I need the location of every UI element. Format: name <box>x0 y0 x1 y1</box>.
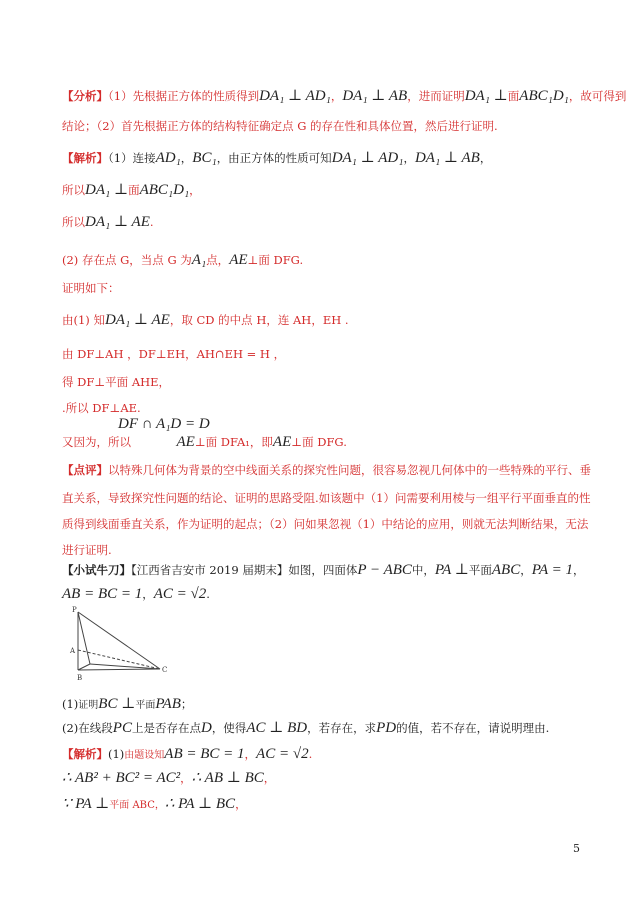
analysis-line-1 <box>62 88 626 104</box>
text: ⊥面 DFG. <box>291 435 347 449</box>
text: 所以 <box>62 183 85 197</box>
text: . <box>206 587 210 601</box>
text: 由(1) 知 <box>62 313 105 327</box>
text: 证明如下： <box>62 281 120 295</box>
text: 中， <box>411 563 435 577</box>
text: ， <box>235 797 247 811</box>
text: 的值，若不存在，请说明理由. <box>396 721 550 735</box>
text: (1) <box>62 697 79 711</box>
text: ； <box>180 697 193 711</box>
text: 平面 <box>135 700 156 711</box>
text: ， <box>244 747 257 761</box>
analysis-line-2 <box>62 118 498 134</box>
text: 由 DF⊥AH ，DF⊥EH，AH∩EH = H ， <box>62 347 286 361</box>
math: AC ⊥ BD <box>246 720 308 736</box>
text: 证明 <box>78 700 99 711</box>
text: ， <box>263 771 276 785</box>
solution-line-1 <box>62 150 491 166</box>
tetrahedron-figure <box>62 606 182 686</box>
label-c: C <box>162 666 168 674</box>
text: ， <box>180 151 193 165</box>
math: ∵ PA ⊥ <box>62 796 110 812</box>
math: AD₁ <box>155 150 181 166</box>
solution-tag: 【解析】 <box>62 151 108 165</box>
text: 由题设知 <box>124 750 165 761</box>
math: AC = √2 <box>256 746 309 762</box>
practice-q1 <box>62 696 192 714</box>
practice-line-1 <box>62 562 584 578</box>
practice-q2 <box>62 720 549 736</box>
text: 进行证明. <box>62 543 112 557</box>
solution-line-7 <box>62 346 285 362</box>
math: DA₁ ⊥ AD₁ <box>259 88 331 104</box>
practice-tag: 【小试牛刀】 <box>62 563 131 577</box>
text: 结论；（2）首先根据正方体的结构特征确定点 G 的存在性和具体位置，然后进行证明. <box>62 119 498 133</box>
solution-line-8 <box>62 374 170 390</box>
math: PAB <box>155 696 181 712</box>
math: PA ⊥ <box>434 562 469 578</box>
text: ⊥面 DFG. <box>247 253 304 267</box>
math: DA₁ ⊥ AE <box>104 312 170 328</box>
math: ∴ PA ⊥ BC <box>164 796 236 812</box>
text: ，若存在，求 <box>307 721 377 735</box>
text: 又因为 <box>62 435 97 449</box>
math: BC ⊥ <box>98 696 136 712</box>
text: 【江西省吉安市 2019 届期末】如图，四面体 <box>131 563 358 577</box>
math: P − ABC <box>357 562 412 578</box>
text: ， <box>180 771 192 785</box>
text: ， <box>330 89 343 103</box>
text: 面 <box>128 183 140 197</box>
analysis-tag: 【分析】 <box>62 89 108 103</box>
text: ， <box>189 183 201 197</box>
text: 平面 <box>468 563 492 577</box>
text: . <box>149 215 154 229</box>
math: DA₁ ⊥ AD₁ <box>331 150 404 166</box>
text: ⊥面 DFA₁，即 <box>194 435 273 449</box>
text: 上是否存在点 <box>131 721 201 735</box>
text: 平面 ABC， <box>109 800 165 811</box>
math: DA₁ ⊥ AB <box>342 88 408 104</box>
edge-bc <box>78 669 160 670</box>
math: PD <box>376 720 397 736</box>
math: D <box>200 720 212 736</box>
text: 点， <box>206 253 230 267</box>
text: ， <box>142 587 154 601</box>
label-b: B <box>77 674 83 682</box>
label-a: A <box>70 647 76 655</box>
solution-line-2 <box>62 182 201 198</box>
text: 得 DF⊥平面 AHE， <box>62 375 171 389</box>
text: (1) <box>108 747 125 761</box>
text: ， <box>479 151 492 165</box>
text: ，故可得到 <box>568 89 627 103</box>
text: ， <box>403 151 415 165</box>
text: （1）先根据正方体的性质得到 <box>108 89 260 103</box>
practice-solution-2 <box>62 770 275 786</box>
text: 所以 <box>62 215 85 229</box>
text: 质得到线面垂直关系，作为证明的起点；（2）问如果忽视（1）中结论的应用，则就无法判断结果，无法 <box>62 517 589 531</box>
practice-solution-1 <box>62 746 312 764</box>
text: ，所以 <box>96 435 131 449</box>
math: DA₁ ⊥ <box>464 88 508 104</box>
page-number: 5 <box>573 842 580 855</box>
text: ， <box>520 563 532 577</box>
text: ，由正方体的性质可知 <box>216 151 332 165</box>
edge-bd <box>78 664 90 670</box>
text: 直关系，导致探究性问题的结论、证明的思路受阻.如该题中（1）问需要利用棱与一组平行平面垂直的性 <box>62 491 591 505</box>
text: ，使得 <box>211 721 247 735</box>
text: (2) 存在点 G，当点 G 为 <box>62 253 192 267</box>
comment-line-4 <box>62 542 112 558</box>
math: AB = BC = 1 <box>164 746 245 762</box>
label-p: P <box>72 606 77 614</box>
math: AE <box>272 434 292 450</box>
text: . <box>308 747 313 761</box>
practice-line-2 <box>62 586 210 602</box>
text: ，取 CD 的中点 H，连 AH，EH . <box>169 313 349 327</box>
comment-line-1 <box>62 462 591 478</box>
solution-line-10 <box>118 416 210 432</box>
text: ，进而证明 <box>407 89 465 103</box>
solution-tag-2: 【解析】 <box>62 747 108 761</box>
comment-tag: 【点评】 <box>62 463 108 477</box>
text: 以特殊几何体为背景的空中线面关系的探究性问题，很容易忽视几何体中的一些特殊的平行、垂 <box>108 463 591 477</box>
math: A₁ <box>191 252 207 268</box>
math: DA₁ ⊥ AB <box>414 150 480 166</box>
text: .所以 DF⊥AE. <box>62 401 141 415</box>
edge-pc <box>78 612 160 669</box>
math: AC = √2 <box>153 586 207 602</box>
solution-line-6 <box>62 312 349 328</box>
math: BC₁ <box>192 150 217 166</box>
solution-line-5 <box>62 280 120 296</box>
text: ， <box>572 563 585 577</box>
solution-line-4 <box>62 252 303 268</box>
edge-dc <box>90 664 160 669</box>
solution-line-11 <box>62 434 347 450</box>
comment-line-3 <box>62 516 588 532</box>
math: DA₁ ⊥ <box>85 182 129 198</box>
practice-solution-3 <box>62 796 247 814</box>
text: （1）连接 <box>108 151 156 165</box>
math: ABC₁D₁ <box>139 182 190 198</box>
math: ABC <box>491 562 521 578</box>
math: ABC₁D₁ <box>519 88 569 104</box>
math: AE <box>176 434 195 450</box>
math: AE <box>229 252 248 268</box>
text: (2)在线段 <box>62 721 113 735</box>
comment-line-2 <box>62 490 590 506</box>
math: AB = BC = 1 <box>62 586 143 602</box>
math: ∴ AB² + BC² = AC² <box>62 770 181 786</box>
math: PA = 1 <box>531 562 573 578</box>
math: DF ∩ A₁D = D <box>118 416 210 432</box>
math: PC <box>112 720 132 736</box>
text: 面 <box>507 89 520 103</box>
solution-line-9 <box>62 400 141 416</box>
solution-line-3 <box>62 214 154 230</box>
math: DA₁ ⊥ AE <box>85 214 150 230</box>
edge-pd <box>78 612 90 664</box>
math: ∴ AB ⊥ BC <box>191 770 264 786</box>
